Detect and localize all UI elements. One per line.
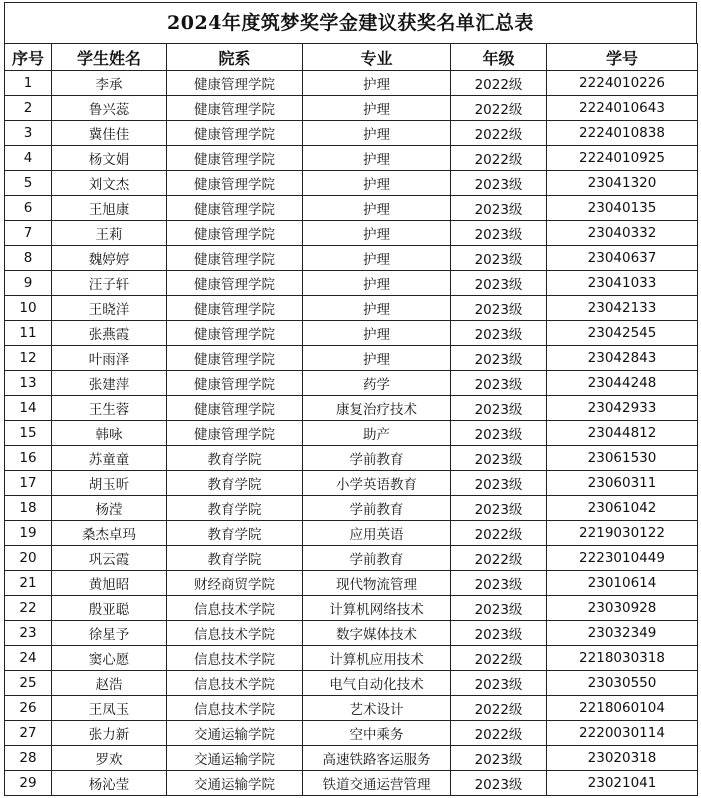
cell-grade: 2023级 xyxy=(451,321,547,346)
cell-student-name: 巩云霞 xyxy=(52,546,167,571)
cell-serial: 2 xyxy=(5,96,52,121)
cell-major: 应用英语 xyxy=(303,521,451,546)
cell-major: 空中乘务 xyxy=(303,721,451,746)
cell-student-name: 王凤玉 xyxy=(52,696,167,721)
cell-major: 护理 xyxy=(303,121,451,146)
table-row xyxy=(5,771,698,796)
cell-grade: 2022级 xyxy=(451,521,547,546)
cell-student-id: 23061530 xyxy=(547,446,698,471)
cell-major: 康复治疗技术 xyxy=(303,396,451,421)
cell-grade: 2022级 xyxy=(451,121,547,146)
table-row xyxy=(5,396,698,421)
cell-grade: 2023级 xyxy=(451,296,547,321)
cell-student-id: 23030928 xyxy=(547,596,698,621)
cell-student-name: 窦心愿 xyxy=(52,646,167,671)
table-row xyxy=(5,71,698,96)
table-row xyxy=(5,196,698,221)
cell-student-name: 刘文杰 xyxy=(52,171,167,196)
cell-grade: 2023级 xyxy=(451,171,547,196)
cell-grade: 2023级 xyxy=(451,271,547,296)
cell-serial: 22 xyxy=(5,596,52,621)
cell-student-name: 杨文娟 xyxy=(52,146,167,171)
cell-student-name: 叶雨泽 xyxy=(52,346,167,371)
cell-major: 护理 xyxy=(303,196,451,221)
table-row xyxy=(5,596,698,621)
cell-college: 交通运输学院 xyxy=(167,721,303,746)
table-row xyxy=(5,271,698,296)
table-row xyxy=(5,421,698,446)
header-student-name: 学生姓名 xyxy=(52,44,167,71)
cell-student-id: 23060311 xyxy=(547,471,698,496)
cell-college: 健康管理学院 xyxy=(167,96,303,121)
cell-serial: 21 xyxy=(5,571,52,596)
cell-student-name: 王晓洋 xyxy=(52,296,167,321)
cell-serial: 7 xyxy=(5,221,52,246)
cell-grade: 2023级 xyxy=(451,371,547,396)
cell-student-id: 23020318 xyxy=(547,746,698,771)
cell-college: 交通运输学院 xyxy=(167,746,303,771)
cell-student-name: 王生蓉 xyxy=(52,396,167,421)
cell-grade: 2023级 xyxy=(451,421,547,446)
cell-serial: 8 xyxy=(5,246,52,271)
cell-grade: 2023级 xyxy=(451,471,547,496)
cell-student-id: 23061042 xyxy=(547,496,698,521)
cell-major: 护理 xyxy=(303,71,451,96)
cell-serial: 24 xyxy=(5,646,52,671)
cell-student-id: 23044812 xyxy=(547,421,698,446)
cell-serial: 6 xyxy=(5,196,52,221)
cell-student-id: 2224010643 xyxy=(547,96,698,121)
cell-student-name: 冀佳佳 xyxy=(52,121,167,146)
cell-major: 护理 xyxy=(303,246,451,271)
cell-major: 护理 xyxy=(303,146,451,171)
cell-grade: 2023级 xyxy=(451,221,547,246)
cell-student-id: 23040135 xyxy=(547,196,698,221)
cell-serial: 4 xyxy=(5,146,52,171)
cell-major: 学前教育 xyxy=(303,496,451,521)
cell-student-name: 王旭康 xyxy=(52,196,167,221)
cell-grade: 2023级 xyxy=(451,346,547,371)
cell-student-id: 23040332 xyxy=(547,221,698,246)
cell-college: 健康管理学院 xyxy=(167,346,303,371)
cell-student-id: 2224010838 xyxy=(547,121,698,146)
cell-serial: 10 xyxy=(5,296,52,321)
cell-major: 数字媒体技术 xyxy=(303,621,451,646)
cell-serial: 5 xyxy=(5,171,52,196)
cell-college: 健康管理学院 xyxy=(167,246,303,271)
cell-major: 学前教育 xyxy=(303,546,451,571)
cell-college: 健康管理学院 xyxy=(167,396,303,421)
table-row xyxy=(5,346,698,371)
cell-student-name: 王莉 xyxy=(52,221,167,246)
cell-major: 护理 xyxy=(303,171,451,196)
cell-student-id: 2220030114 xyxy=(547,721,698,746)
cell-college: 教育学院 xyxy=(167,546,303,571)
cell-student-id: 2219030122 xyxy=(547,521,698,546)
cell-college: 信息技术学院 xyxy=(167,596,303,621)
cell-student-name: 胡玉昕 xyxy=(52,471,167,496)
cell-college: 教育学院 xyxy=(167,471,303,496)
cell-student-name: 张建萍 xyxy=(52,371,167,396)
cell-grade: 2023级 xyxy=(451,396,547,421)
cell-student-name: 杨滢 xyxy=(52,496,167,521)
cell-serial: 19 xyxy=(5,521,52,546)
cell-college: 教育学院 xyxy=(167,521,303,546)
cell-college: 健康管理学院 xyxy=(167,271,303,296)
header-major: 专业 xyxy=(303,44,451,71)
table-row xyxy=(5,471,698,496)
table-row xyxy=(5,371,698,396)
cell-serial: 20 xyxy=(5,546,52,571)
award-list-sheet xyxy=(4,2,697,796)
cell-student-id: 23010614 xyxy=(547,571,698,596)
cell-serial: 14 xyxy=(5,396,52,421)
cell-serial: 12 xyxy=(5,346,52,371)
table-row xyxy=(5,721,698,746)
cell-major: 计算机网络技术 xyxy=(303,596,451,621)
cell-student-id: 2218030318 xyxy=(547,646,698,671)
cell-grade: 2023级 xyxy=(451,771,547,796)
header-student-id: 学号 xyxy=(547,44,698,71)
cell-student-name: 徐星予 xyxy=(52,621,167,646)
table-row xyxy=(5,746,698,771)
cell-major: 高速铁路客运服务 xyxy=(303,746,451,771)
cell-student-name: 罗欢 xyxy=(52,746,167,771)
table-row xyxy=(5,321,698,346)
cell-college: 交通运输学院 xyxy=(167,771,303,796)
cell-grade: 2023级 xyxy=(451,496,547,521)
table-row xyxy=(5,221,698,246)
cell-serial: 13 xyxy=(5,371,52,396)
cell-major: 护理 xyxy=(303,346,451,371)
cell-grade: 2023级 xyxy=(451,246,547,271)
table-body xyxy=(5,71,698,796)
table-row xyxy=(5,646,698,671)
cell-college: 教育学院 xyxy=(167,496,303,521)
cell-college: 健康管理学院 xyxy=(167,421,303,446)
cell-student-name: 苏童童 xyxy=(52,446,167,471)
cell-major: 药学 xyxy=(303,371,451,396)
cell-college: 健康管理学院 xyxy=(167,296,303,321)
table-row xyxy=(5,571,698,596)
cell-major: 护理 xyxy=(303,296,451,321)
cell-major: 计算机应用技术 xyxy=(303,646,451,671)
cell-major: 小学英语教育 xyxy=(303,471,451,496)
cell-student-id: 23042843 xyxy=(547,346,698,371)
cell-grade: 2022级 xyxy=(451,71,547,96)
cell-major: 铁道交通运营管理 xyxy=(303,771,451,796)
cell-grade: 2023级 xyxy=(451,621,547,646)
cell-student-name: 殷亚聪 xyxy=(52,596,167,621)
table-row xyxy=(5,546,698,571)
cell-student-name: 黄旭昭 xyxy=(52,571,167,596)
cell-college: 健康管理学院 xyxy=(167,71,303,96)
cell-grade: 2022级 xyxy=(451,721,547,746)
cell-serial: 27 xyxy=(5,721,52,746)
cell-grade: 2022级 xyxy=(451,646,547,671)
cell-major: 护理 xyxy=(303,96,451,121)
cell-student-id: 23040637 xyxy=(547,246,698,271)
table-row xyxy=(5,121,698,146)
header-college: 院系 xyxy=(167,44,303,71)
cell-major: 电气自动化技术 xyxy=(303,671,451,696)
cell-student-id: 23041320 xyxy=(547,171,698,196)
cell-serial: 26 xyxy=(5,696,52,721)
cell-grade: 2022级 xyxy=(451,96,547,121)
cell-college: 健康管理学院 xyxy=(167,146,303,171)
cell-grade: 2023级 xyxy=(451,571,547,596)
cell-grade: 2023级 xyxy=(451,446,547,471)
header-grade: 年级 xyxy=(451,44,547,71)
cell-serial: 1 xyxy=(5,71,52,96)
cell-student-id: 23042545 xyxy=(547,321,698,346)
cell-college: 健康管理学院 xyxy=(167,221,303,246)
cell-grade: 2022级 xyxy=(451,146,547,171)
cell-serial: 3 xyxy=(5,121,52,146)
cell-serial: 11 xyxy=(5,321,52,346)
cell-college: 健康管理学院 xyxy=(167,171,303,196)
table-row xyxy=(5,146,698,171)
table-row xyxy=(5,246,698,271)
cell-student-id: 23041033 xyxy=(547,271,698,296)
cell-major: 学前教育 xyxy=(303,446,451,471)
cell-serial: 16 xyxy=(5,446,52,471)
cell-college: 健康管理学院 xyxy=(167,196,303,221)
cell-major: 艺术设计 xyxy=(303,696,451,721)
cell-student-id: 2224010226 xyxy=(547,71,698,96)
cell-student-name: 赵浩 xyxy=(52,671,167,696)
table-row xyxy=(5,671,698,696)
table-row xyxy=(5,496,698,521)
table-row xyxy=(5,621,698,646)
cell-college: 信息技术学院 xyxy=(167,671,303,696)
cell-student-id: 23042133 xyxy=(547,296,698,321)
cell-serial: 25 xyxy=(5,671,52,696)
cell-major: 现代物流管理 xyxy=(303,571,451,596)
cell-grade: 2023级 xyxy=(451,196,547,221)
cell-student-id: 23042933 xyxy=(547,396,698,421)
table-row xyxy=(5,96,698,121)
sheet-title: 2024年度筑梦奖学金建议获奖名单汇总表 xyxy=(4,2,697,43)
table-row xyxy=(5,696,698,721)
cell-grade: 2022级 xyxy=(451,546,547,571)
cell-student-name: 张燕霞 xyxy=(52,321,167,346)
cell-student-id: 23030550 xyxy=(547,671,698,696)
cell-student-name: 张力新 xyxy=(52,721,167,746)
cell-college: 信息技术学院 xyxy=(167,696,303,721)
cell-student-name: 桑杰卓玛 xyxy=(52,521,167,546)
cell-serial: 23 xyxy=(5,621,52,646)
cell-major: 护理 xyxy=(303,221,451,246)
cell-major: 护理 xyxy=(303,271,451,296)
cell-college: 健康管理学院 xyxy=(167,321,303,346)
cell-student-name: 杨沁莹 xyxy=(52,771,167,796)
award-table xyxy=(4,43,698,796)
cell-student-name: 魏婷婷 xyxy=(52,246,167,271)
cell-student-name: 鲁兴蕊 xyxy=(52,96,167,121)
cell-grade: 2022级 xyxy=(451,696,547,721)
cell-major: 助产 xyxy=(303,421,451,446)
cell-student-id: 23044248 xyxy=(547,371,698,396)
header-row xyxy=(5,44,698,71)
cell-grade: 2023级 xyxy=(451,746,547,771)
cell-college: 教育学院 xyxy=(167,446,303,471)
cell-student-name: 李承 xyxy=(52,71,167,96)
cell-serial: 17 xyxy=(5,471,52,496)
cell-serial: 18 xyxy=(5,496,52,521)
cell-serial: 28 xyxy=(5,746,52,771)
cell-serial: 29 xyxy=(5,771,52,796)
cell-college: 财经商贸学院 xyxy=(167,571,303,596)
cell-serial: 9 xyxy=(5,271,52,296)
cell-grade: 2023级 xyxy=(451,596,547,621)
cell-serial: 15 xyxy=(5,421,52,446)
cell-college: 健康管理学院 xyxy=(167,121,303,146)
cell-college: 健康管理学院 xyxy=(167,371,303,396)
table-row xyxy=(5,521,698,546)
cell-student-id: 23021041 xyxy=(547,771,698,796)
cell-student-name: 韩咏 xyxy=(52,421,167,446)
cell-student-name: 汪子轩 xyxy=(52,271,167,296)
cell-college: 信息技术学院 xyxy=(167,646,303,671)
cell-student-id: 2218060104 xyxy=(547,696,698,721)
table-row xyxy=(5,296,698,321)
cell-student-id: 23032349 xyxy=(547,621,698,646)
cell-student-id: 2224010925 xyxy=(547,146,698,171)
cell-college: 信息技术学院 xyxy=(167,621,303,646)
cell-student-id: 2223010449 xyxy=(547,546,698,571)
header-serial: 序号 xyxy=(5,44,52,71)
cell-grade: 2023级 xyxy=(451,671,547,696)
cell-major: 护理 xyxy=(303,321,451,346)
table-row xyxy=(5,171,698,196)
table-row xyxy=(5,446,698,471)
